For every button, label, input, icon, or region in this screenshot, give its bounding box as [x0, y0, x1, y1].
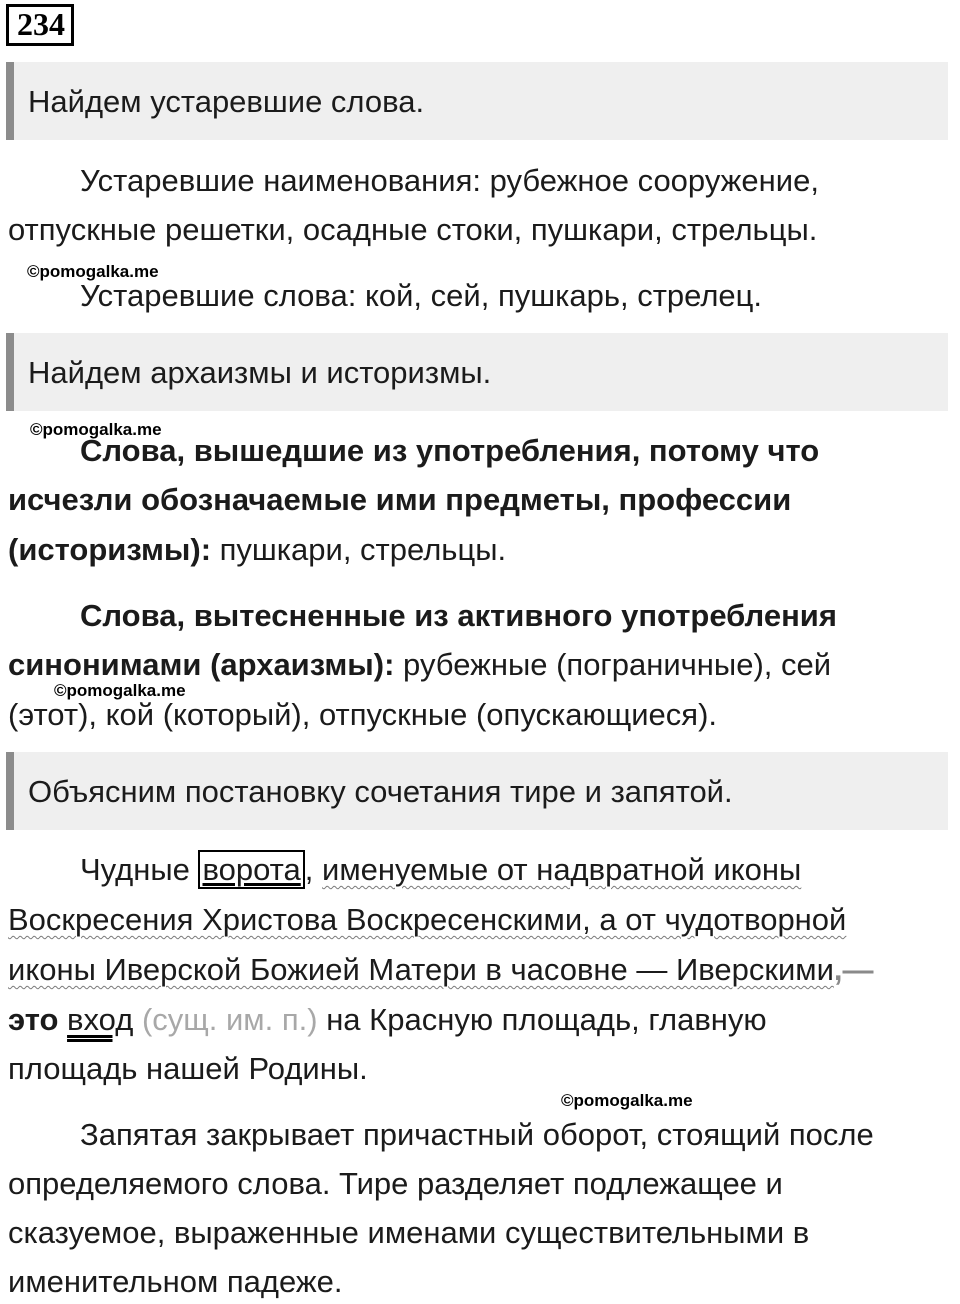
participle-phrase-3: иконы Иверской Божией Матери в часовне — Иверскими [8, 952, 834, 987]
space-2 [58, 1002, 67, 1037]
comma-1: , [304, 852, 314, 887]
task-number: 234 [6, 4, 74, 46]
section-heading-2-text: Найдем архаизмы и историзмы. [28, 355, 492, 390]
sentence-line-3 [8, 952, 874, 988]
archaisms-list: рубежные (пограничные), сей [394, 647, 832, 682]
s2-p2-line-1: Слова, вытесненные из активного употребления [80, 598, 837, 633]
s1-line-1: Устаревшие наименования: рубежное сооружение, [80, 163, 819, 198]
sentence-text-1a: Чудные [80, 852, 199, 887]
section-heading-3-text: Объясним постановку сочетания тире и запятой. [28, 774, 733, 809]
explanation-line-1: Запятая закрывает причастный оборот, стоящий после [80, 1117, 874, 1152]
archaisms-label: синонимами (архаизмы): [8, 647, 395, 682]
grammar-note: (сущ. им. п.) [133, 1002, 318, 1037]
sentence-line-5: площадь нашей Родины. [8, 1051, 368, 1086]
comma-dash-mark: ,— [833, 952, 874, 987]
sentence-line-1 [80, 852, 801, 888]
space-1 [313, 852, 322, 887]
s2-p2-line-2 [8, 647, 831, 683]
sentence-line-4 [8, 1002, 767, 1038]
sentence-text-4: на Красную площадь, главную [317, 1002, 767, 1037]
sentence-line-2 [8, 902, 846, 938]
historisms-list: пушкари, стрельцы. [211, 532, 507, 567]
section-heading-2 [6, 333, 948, 411]
s2-p1-line-3 [8, 532, 506, 568]
s2-p2-line-3: (этот), кой (который), отпускные (опускающиеся). [8, 697, 718, 732]
watermark-4: ©pomogalka.me [561, 1091, 693, 1110]
participle-phrase-2: Воскресения Христова Воскресенскими, а от чудотворной [8, 902, 847, 937]
s1-line-2: отпускные решетки, осадные стоки, пушкари, стрельцы. [8, 212, 818, 247]
watermark-2: ©pomogalka.me [30, 420, 162, 439]
eto-word: это [8, 1002, 59, 1037]
watermark-3: ©pomogalka.me [54, 681, 186, 700]
section-heading-3 [6, 752, 948, 830]
section-heading-1 [6, 62, 948, 140]
s2-p1-line-1: Слова, вышедшие из употребления, потому что [80, 433, 820, 468]
explanation-line-3: сказуемое, выраженные именами существительными в [8, 1215, 810, 1250]
historisms-label: (историзмы): [8, 532, 212, 567]
explanation-line-4: именительном падеже. [8, 1264, 343, 1299]
participle-phrase-1: именуемые от надвратной иконы [322, 852, 802, 887]
predicate-word: вход [67, 1002, 134, 1037]
section-heading-1-text: Найдем устаревшие слова. [28, 84, 425, 119]
s1-line-3: Устаревшие слова: кой, сей, пушкарь, стрелец. [80, 278, 763, 313]
subject-word: ворота [198, 850, 304, 889]
explanation-line-2: определяемого слова. Тире разделяет подлежащее и [8, 1166, 783, 1201]
s2-p1-line-2: исчезли обозначаемые ими предметы, профессии [8, 482, 792, 517]
watermark-1: ©pomogalka.me [27, 262, 159, 281]
